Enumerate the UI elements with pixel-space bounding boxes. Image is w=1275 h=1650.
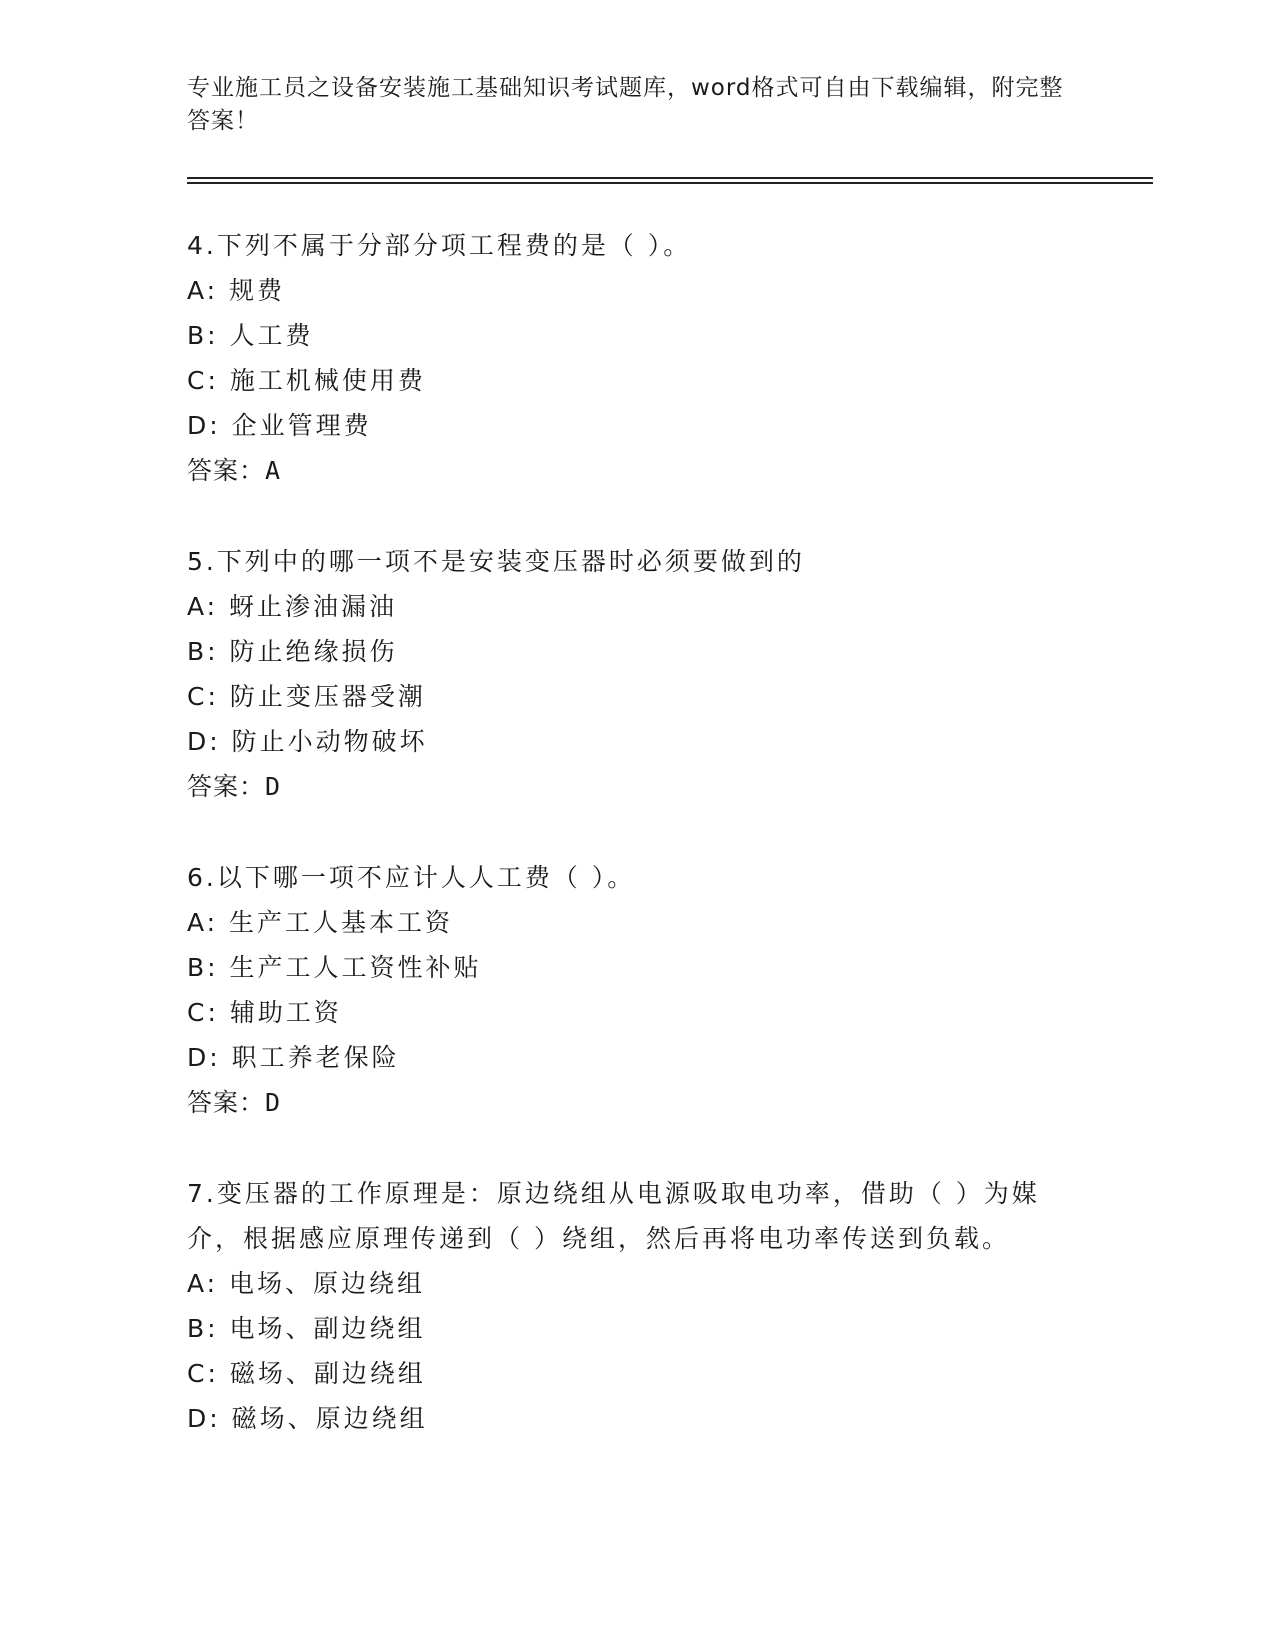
question-7 bbox=[187, 1171, 1087, 1441]
option-b: B: 生产工人工资性补贴 bbox=[187, 953, 482, 982]
header-divider-bottom bbox=[187, 182, 1153, 184]
option-d: D: 防止小动物破坏 bbox=[187, 727, 428, 756]
question-4 bbox=[187, 223, 1087, 493]
question-stem: 6.以下哪一项不应计人人工费（ ）。 bbox=[187, 863, 636, 892]
question-stem: 4.下列不属于分部分项工程费的是（ ）。 bbox=[187, 231, 692, 260]
option-d: D: 磁场、原边绕组 bbox=[187, 1404, 428, 1433]
option-b: B: 电场、副边绕组 bbox=[187, 1314, 426, 1343]
option-c: C: 施工机械使用费 bbox=[187, 366, 426, 395]
option-d: D: 职工养老保险 bbox=[187, 1043, 400, 1072]
answer-line bbox=[187, 764, 1087, 809]
answer-value: D bbox=[265, 1088, 282, 1117]
option-b: B: 人工费 bbox=[187, 321, 314, 350]
question-5 bbox=[187, 539, 1087, 809]
question-stem: 5.下列中的哪一项不是安装变压器时必须要做到的 bbox=[187, 547, 805, 576]
question-6 bbox=[187, 855, 1087, 1125]
answer-line bbox=[187, 1080, 1087, 1125]
option-a: A: 规费 bbox=[187, 276, 286, 305]
option-c: C: 辅助工资 bbox=[187, 998, 342, 1027]
question-stem: 7.变压器的工作原理是：原边绕组从电源吸取电功率，借助（ ）为媒介，根据感应原理传递到（ ）绕组，然后再将电功率传送到负载。 bbox=[187, 1179, 1040, 1253]
answer-value: D bbox=[265, 772, 282, 801]
answer-label: 答案： bbox=[187, 456, 266, 485]
answer-label: 答案： bbox=[187, 772, 266, 801]
option-c: C: 防止变压器受潮 bbox=[187, 682, 426, 711]
answer-label: 答案： bbox=[187, 1088, 266, 1117]
option-d: D: 企业管理费 bbox=[187, 411, 372, 440]
option-a: A: 电场、原边绕组 bbox=[187, 1269, 426, 1298]
option-b: B: 防止绝缘损伤 bbox=[187, 637, 398, 666]
answer-value: A bbox=[265, 456, 282, 485]
header-divider-top bbox=[187, 177, 1153, 179]
option-c: C: 磁场、副边绕组 bbox=[187, 1359, 426, 1388]
option-a: A: 蚜止渗油漏油 bbox=[187, 592, 398, 621]
option-a: A: 生产工人基本工资 bbox=[187, 908, 454, 937]
answer-line bbox=[187, 448, 1087, 493]
document-header: 专业施工员之设备安装施工基础知识考试题库，word格式可自由下载编辑，附完整答案！ bbox=[187, 75, 1064, 134]
